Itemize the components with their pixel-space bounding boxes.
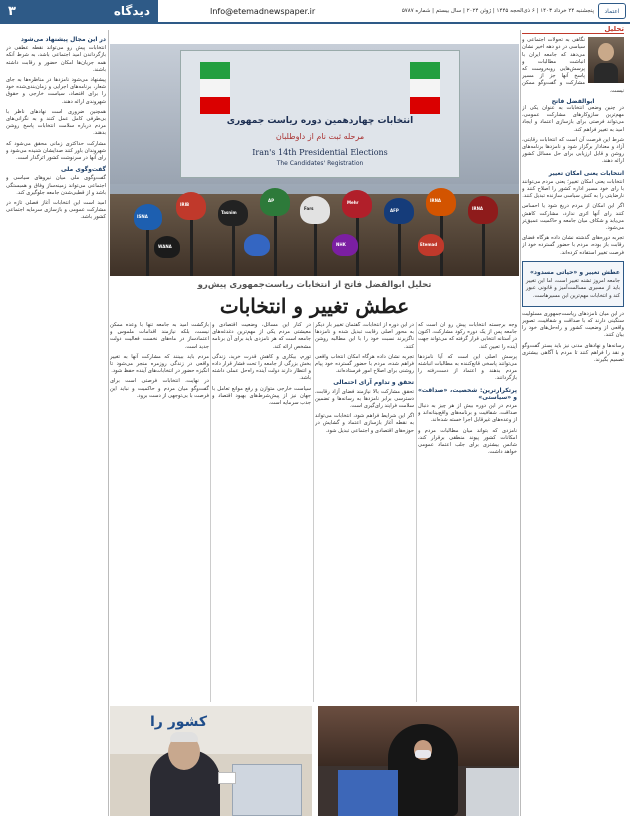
author-name: ابوالفضل فاتح: [551, 97, 595, 105]
mic-label: AP: [268, 198, 275, 203]
mic-label: NHK: [336, 242, 346, 247]
column-divider: [108, 30, 109, 816]
column-tag: تحلیل: [522, 26, 624, 34]
box-title: عطش تغییر و «حیاتی مسدود»: [530, 268, 620, 276]
column-divider: [520, 30, 521, 816]
banner-title: انتخابات چهاردهمین دوره ریاست جمهوری: [226, 116, 414, 126]
left-column-title: در این مجال پیشنهاد می‌شود: [20, 36, 106, 43]
paragraph: بازگشت امید به جامعه تنها با وعده ممکن نیست، بلکه نیازمند اقدامات ملموس و اعتمادساز در ماه‌های نخست فعالیت دولت جدید است.: [110, 322, 209, 350]
paragraph: وجه برجسته انتخابات پیش رو آن است که جامعه پس از یک دوره رکود مشارکت، اکنون در آستانه انتخابی قرار گرفته که می‌تواند جهت آینده را تعیین کند.: [418, 322, 517, 350]
paragraph: اگر این شرایط فراهم شود، انتخابات می‌تواند به نقطه آغاز بازسازی اعتماد و گشایش در حوزه‌های اقتصادی و اجتماعی تبدیل شود.: [315, 413, 414, 434]
photo-woman-voting: [318, 706, 519, 816]
paragraph: همچنین ضروری است نهادهای ناظر با بی‌طرفی کامل عمل کنند و به نگرانی‌های مردم درباره سلامت انتخابات پاسخ روشن بدهند.: [6, 108, 106, 137]
right-column: [522, 26, 624, 816]
paragraph: رسانه‌ها و نهادهای مدنی نیز باید بستر گفت‌وگو و نقد را فراهم کنند تا مردم با آگاهی بیشتری تصمیم بگیرند.: [522, 342, 624, 363]
paragraph: گفت‌وگوی ملی میان نیروهای سیاسی و اجتماعی می‌تواند زمینه‌ساز وفاق و همبستگی باشد و از قطبی‌شدن جامعه جلوگیری کند.: [6, 175, 106, 196]
column-divider: [416, 322, 417, 702]
column-divider: [210, 322, 211, 702]
ballot-box: [232, 764, 302, 816]
face-mask: [415, 750, 431, 758]
paragraph: پیشنهاد می‌شود نامزدها در مناظره‌ها به جای شعار، برنامه‌های اجرایی و زمان‌بندی‌شده خود را برای اقتصاد، سیاست خارجی و حقوق شهروندی ارائه دهند.: [6, 77, 106, 105]
paragraph: در این دوره از انتخابات، گفتمان تغییر بار دیگر به محور اصلی رقابت تبدیل شده و نامزدها ناگزیرند نسبت خود را با این مطالبه روشن کنند.: [315, 322, 414, 350]
paragraph: نگاهی به تحولات اجتماعی و سیاسی در دو دهه اخیر نشان می‌دهد که جامعه ایران با انباشت مطالبات و پرسش‌هایی روبه‌روست که پاسخ آنها جز از مسیر مشارکت و گفت‌وگو ممکن نیست.: [522, 37, 624, 94]
microphone-icon: [384, 198, 414, 224]
subheading: پرتکرارترین: شخصیت، «صداقت» و «سیاستی»: [418, 386, 517, 401]
iran-flag-icon: [410, 62, 440, 114]
paragraph: در کنار این مسائل، وضعیت اقتصادی و معیشتی مردم یکی از مهم‌ترین دغدغه‌های جامعه است که هر نامزدی باید برای آن برنامه مشخص ارائه کند.: [212, 322, 311, 350]
wall-sign: کشور را: [150, 714, 207, 730]
iran-flag-icon: [200, 62, 230, 114]
article-column-4: [110, 322, 209, 702]
paragraph: اگر این امکان از مردم دریغ شود یا احساس کنند رای آنها اثری ندارد، مشارکت کاهش می‌یابد و شکاف میان جامعه و حاکمیت عمیق‌تر می‌شود.: [522, 203, 624, 232]
paragraph: تحقق مشارکت بالا نیازمند فضای آزاد رقابت، دسترسی برابر نامزدها به رسانه‌ها و تضمین سلامت فرایند رای‌گیری است.: [315, 388, 414, 410]
mic-label: AFP: [390, 208, 399, 213]
microphone-icon: [244, 234, 270, 256]
article-column-3: [212, 322, 311, 702]
header-rule: [0, 22, 630, 24]
paragraph: امید است این انتخابات آغاز فصلی تازه در مشارکت عمومی و بازسازی سرمایه اجتماعی کشور باشد.: [6, 200, 106, 221]
paragraph: انتخابات پیش رو می‌تواند نقطه عطفی در بازگرداندن امید اجتماعی باشد، به شرط آنکه همه جریان‌ها امکان حضور و رقابت داشته باشند.: [6, 45, 106, 73]
paragraph: سیاست خارجی متوازن و رفع موانع تعامل با جهان نیز از پیش‌شرط‌های بهبود اقتصاد و جذب سرمایه است.: [212, 385, 311, 407]
boxed-note: [522, 261, 624, 307]
column-divider: [313, 322, 314, 702]
paragraph: در چنین وضعی انتخابات به عنوان یکی از مهم‌ترین سازوکارهای مشارکت عمومی، می‌تواند فرصتی برای بازسازی اعتماد و ایجاد امید به تغییر فراهم کند.: [522, 105, 624, 133]
paragraph: پرسش اصلی این است که آیا نامزدها می‌توانند پاسخی قانع‌کننده به مطالبات انباشته مردم بدهند و اعتماد از دست‌رفته را بازگردانند.: [418, 353, 517, 382]
mic-label: IRIB: [180, 202, 190, 207]
subheading: گفت‌وگوی ملی: [61, 166, 106, 174]
mic-label: Mehr: [347, 200, 359, 205]
banner-title-english: Iran's 14th Presidential Elections: [252, 148, 388, 157]
mic-label: ISNA: [137, 214, 148, 219]
ballot-paper: [218, 772, 236, 784]
paragraph: مردم در این دوره بیش از هر چیز به دنبال صداقت، شفافیت و برنامه‌های واقع‌بینانه‌اند و از وعده‌های غیرقابل اجرا خسته شده‌اند.: [418, 403, 517, 424]
left-column: [6, 32, 106, 816]
paragraph: تورم، بیکاری و کاهش قدرت خرید، زندگی بخش بزرگی از جامعه را تحت فشار قرار داده و انتظار دارند دولت آینده راه‌حل عملی داشته باشد.: [212, 353, 311, 382]
ballot-box: [338, 770, 398, 816]
ballot-box: [466, 768, 519, 816]
mic-label: WANA: [158, 244, 172, 249]
banner-subtitle: مرحله ثبت نام از داوطلبان: [275, 132, 365, 141]
article-headline: عطش تغییر و انتخابات: [219, 294, 410, 318]
box-text: جامعه امروز تشنه تغییر است، اما این تغییر باید از مسیری مسالمت‌آمیز و قانونی عبور کند و انتخابات مهم‌ترین این مسیرهاست.: [526, 278, 620, 299]
section-bar: [0, 0, 158, 22]
paragraph: تجربه دوره‌های گذشته نشان داده هرگاه فضای رقابت باز بوده، مردم با حضور گسترده خود از فرصت تغییر استفاده کرده‌اند.: [522, 235, 624, 256]
main-photo-press-conference: [110, 44, 519, 276]
author-photo: [588, 37, 624, 83]
microphone-icon: [260, 188, 290, 216]
paragraph: مشارکت حداکثری زمانی محقق می‌شود که شهروندان باور کنند صدایشان شنیده می‌شود و رای آنها در سرنوشت کشور اثرگذار است.: [6, 140, 106, 162]
mic-label: Etemad: [420, 242, 438, 247]
person-hair: [170, 732, 198, 742]
paragraph: در نهایت، انتخابات فرصتی است برای گفت‌وگو میان مردم و حاکمیت و نباید این فرصت با بی‌توجهی از دست برود.: [110, 378, 209, 399]
subheading: انتخابات یعنی امکان تغییر: [548, 169, 624, 177]
mic-label: IRNA: [472, 206, 484, 211]
newspaper-logo: اعتماد: [598, 3, 626, 19]
contact-email[interactable]: Info@etemadnewspaper.ir: [210, 6, 316, 16]
page-number: ۳: [8, 3, 16, 19]
article-column-2: [315, 322, 414, 702]
mic-label: IRNA: [430, 198, 442, 203]
paragraph: مردم باید ببینند که مشارکت آنها به تغییر واقعی در زندگی روزمره منجر می‌شود تا انگیزه حضور در انتخابات‌های آینده حفظ شود.: [110, 353, 209, 375]
person-figure: [388, 724, 458, 816]
mic-label: Fars: [304, 206, 314, 211]
paragraph: انتخابات یعنی امکان تغییر؛ یعنی مردم می‌توانند با رای خود مسیر اداره کشور را اصلاح کنند و نارضایتی را به کنش سیاسی سازنده تبدیل کنند.: [522, 178, 624, 200]
mic-label: Tasnim: [221, 210, 237, 215]
subheading: تحقق و تداوم آرای احتمالی: [333, 379, 414, 387]
page-header: [0, 0, 630, 22]
paragraph: نامزدی که بتواند میان مطالبات مردم و امکانات کشور پیوند منطقی برقرار کند، شانس بیشتری برای جلب اعتماد عمومی خواهد داشت.: [418, 427, 517, 456]
banner-subtitle-english: The Candidates' Registration: [276, 160, 364, 167]
photo-candidate-voting: [110, 706, 312, 816]
paragraph: در این میان نامزدهای ریاست‌جمهوری مسئولیت سنگینی دارند که با صداقت و شفافیت، تصویر واقعی از وضعیت کشور و راه‌حل‌های خود را بیان کنند.: [522, 310, 624, 339]
photo-wall: [110, 706, 312, 754]
article-kicker: تحلیل ابوالفضل فاتح از انتخابات ریاست‌جمهوری پیش‌رو: [197, 280, 432, 290]
section-name: دیدگاه: [113, 4, 150, 18]
date-line: پنجشنبه ۲۴ خرداد ۱۴۰۳ | ۶ ذی‌الحجه ۱۴۴۵ | ژوئن ۲۰۲۴ | سال بیستم | شماره ۵۷۸۷: [401, 8, 594, 14]
article-column-1: [418, 322, 517, 702]
paragraph: تجربه نشان داده هرگاه امکان انتخاب واقعی فراهم شده، مردم با حضور گسترده خود پیام روشنی برای اصلاح امور فرستاده‌اند.: [315, 353, 414, 375]
paragraph: شرط این فرصت آن است که انتخابات رقابتی، آزاد و معنادار برگزار شود و نامزدها برنامه‌های روشن و قابل ارزیابی برای حل مسائل کشور ارائه دهند.: [522, 136, 624, 165]
